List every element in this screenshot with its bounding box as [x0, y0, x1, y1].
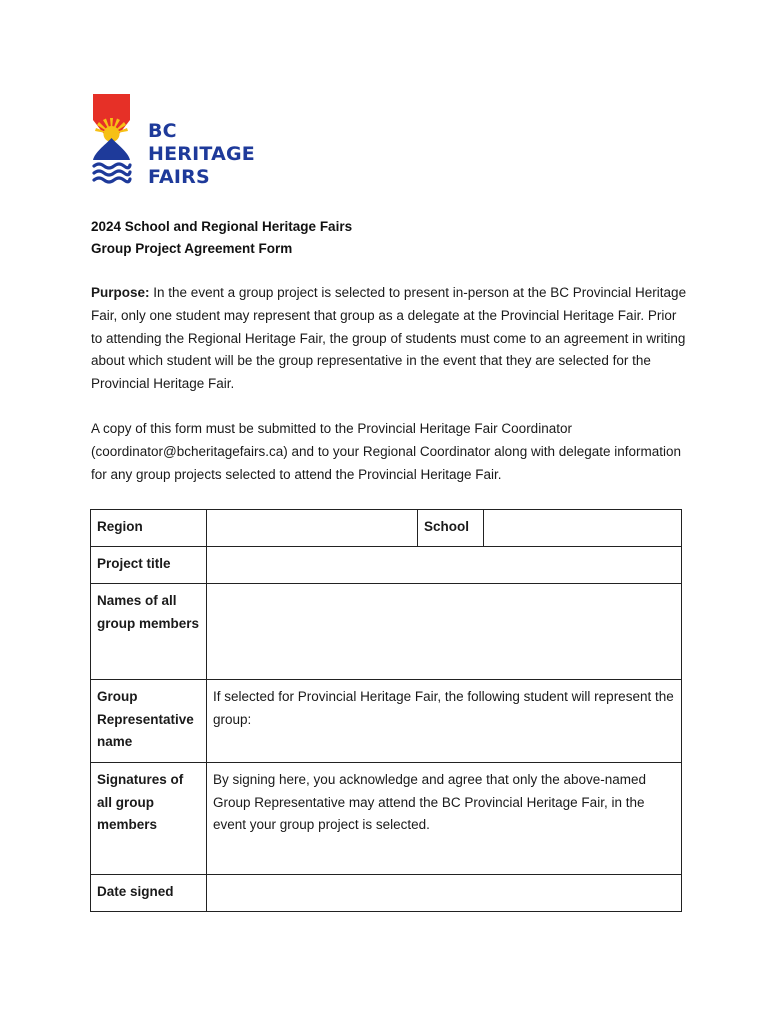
- date-signed-field[interactable]: [207, 875, 682, 912]
- logo-line-heritage: HERITAGE: [148, 143, 255, 165]
- signatures-label: Signatures of all group members: [91, 763, 207, 875]
- date-signed-label: Date signed: [91, 875, 207, 912]
- school-field[interactable]: [484, 510, 682, 547]
- group-agreement-form-table: [90, 509, 682, 912]
- purpose-text: In the event a group project is selected to present in-person at the BC Provincial Heritage Fair, only one student may represent that group as a delegate at the Provincial Heritage Fair. Prior to attending the Regional Heritage Fair, the group of students must come to an agreement in writing about which student will be the group representative in the event that they are selected for the Provincial Heritage Fair.: [91, 285, 687, 392]
- form-row-representative: [91, 680, 682, 763]
- logo-wordmark: [148, 120, 255, 189]
- document-title: 2024 School and Regional Heritage Fairs: [91, 219, 353, 234]
- representative-field[interactable]: If selected for Provincial Heritage Fair, the following student will represent the group:: [207, 680, 682, 763]
- document-heading: [91, 216, 352, 260]
- purpose-label: Purpose:: [91, 285, 150, 300]
- form-row-signatures: [91, 763, 682, 875]
- form-row-region-school: [91, 510, 682, 547]
- bc-heritage-fairs-logo: [92, 94, 262, 186]
- school-label: School: [418, 510, 484, 547]
- representative-label: Group Representative name: [91, 680, 207, 763]
- purpose-paragraph: [91, 282, 691, 396]
- heritage-fairs-logo-icon: [92, 94, 132, 186]
- form-row-date-signed: [91, 875, 682, 912]
- region-label: Region: [91, 510, 207, 547]
- logo-line-bc: BC: [148, 120, 177, 142]
- submission-paragraph: A copy of this form must be submitted to the Provincial Heritage Fair Coordinator (coordinator@bcheritagefairs.ca) and to your Regional Coordinator along with delegate information for any group projects selected to attend the Provincial Heritage Fair.: [91, 421, 682, 482]
- form-row-project-title: [91, 547, 682, 584]
- signatures-field[interactable]: By signing here, you acknowledge and agree that only the above-named Group Representative may attend the BC Provincial Heritage Fair, in the event your group project is selected.: [207, 763, 682, 875]
- project-title-field[interactable]: [207, 547, 682, 584]
- region-field[interactable]: [207, 510, 418, 547]
- logo-line-fairs: FAIRS: [148, 166, 210, 188]
- form-row-group-members: [91, 584, 682, 680]
- group-members-field[interactable]: [207, 584, 682, 680]
- project-title-label: Project title: [91, 547, 207, 584]
- document-subtitle: Group Project Agreement Form: [91, 241, 293, 256]
- group-members-label: Names of all group members: [91, 584, 207, 680]
